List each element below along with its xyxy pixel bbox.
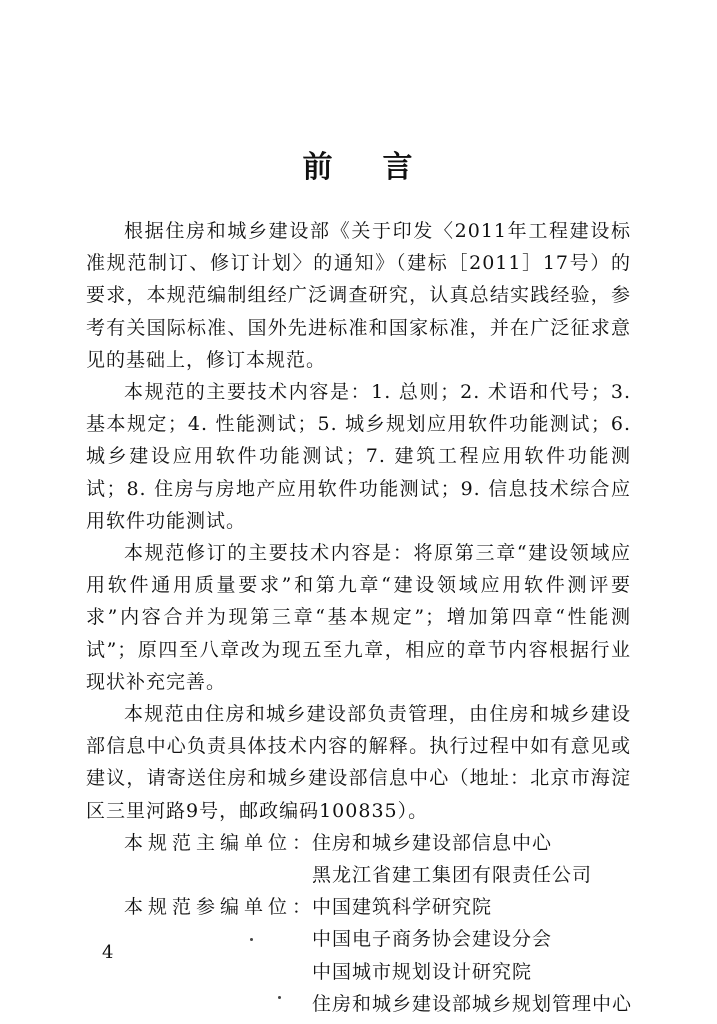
editing-units bbox=[86, 827, 631, 1020]
participating-unit: 住房和城乡建设部城乡规划管理中心 bbox=[312, 992, 633, 1015]
preface-body bbox=[86, 215, 631, 1020]
participating-unit: 中国建筑科学研究院 bbox=[312, 896, 493, 919]
participating-units-label: 本规范参编单位： bbox=[124, 896, 317, 919]
chief-unit: 住房和城乡建设部信息中心 bbox=[312, 831, 553, 854]
page-number: 4 bbox=[102, 942, 114, 963]
chief-units-list bbox=[312, 827, 631, 891]
paragraph-1: 根据住房和城乡建设部《关于印发〈2011年工程建设标准规范制订、修订计划〉的通知》（建标［2011］17号）的要求，本规范编制组经广泛调查研究，认真总结实践经验，参考有关国际标准、国外先进标准和国家标准，并在广泛征求意见的基础上，修订本规范。 bbox=[86, 220, 631, 371]
paragraph-2: 本规范的主要技术内容是：1. 总则；2. 术语和代号；3. 基本规定；4. 性能测试；5. 城乡规划应用软件功能测试；6. 城乡建设应用软件功能测试；7. 建筑工程应用软件功能测试；8. 住房与房地产应用软件功能测试；9. 信息技术综合应用软件功能测试。 bbox=[86, 381, 631, 532]
participating-unit: 中国城市规划设计研究院 bbox=[312, 960, 533, 983]
chief-units-label: 本规范主编单位： bbox=[124, 831, 317, 854]
participating-units-row bbox=[86, 891, 631, 1020]
chief-unit: 黑龙江省建工集团有限责任公司 bbox=[312, 864, 593, 887]
participating-units-list bbox=[312, 891, 632, 1020]
page-title bbox=[0, 142, 717, 186]
title-char-2: 言 bbox=[382, 150, 415, 185]
title-char-1: 前 bbox=[302, 150, 335, 185]
scan-speck bbox=[250, 938, 253, 941]
chief-units-row bbox=[86, 827, 631, 891]
paragraph-4: 本规范由住房和城乡建设部负责管理，由住房和城乡建设部信息中心负责具体技术内容的解释。执行过程中如有意见或建议，请寄送住房和城乡建设部信息中心（地址：北京市海淀区三里河路9号，邮政编码100835）。 bbox=[86, 703, 631, 822]
scan-speck bbox=[278, 996, 281, 999]
paragraph-3: 本规范修订的主要技术内容是：将原第三章“建设领域应用软件通用质量要求”和第九章“建设领域应用软件测评要求”内容合并为现第三章“基本规定”；增加第四章“性能测试”；原四至八章改为现五至九章，相应的章节内容根据行业现状补充完善。 bbox=[86, 542, 631, 693]
participating-unit: 中国电子商务协会建设分会 bbox=[312, 928, 553, 951]
